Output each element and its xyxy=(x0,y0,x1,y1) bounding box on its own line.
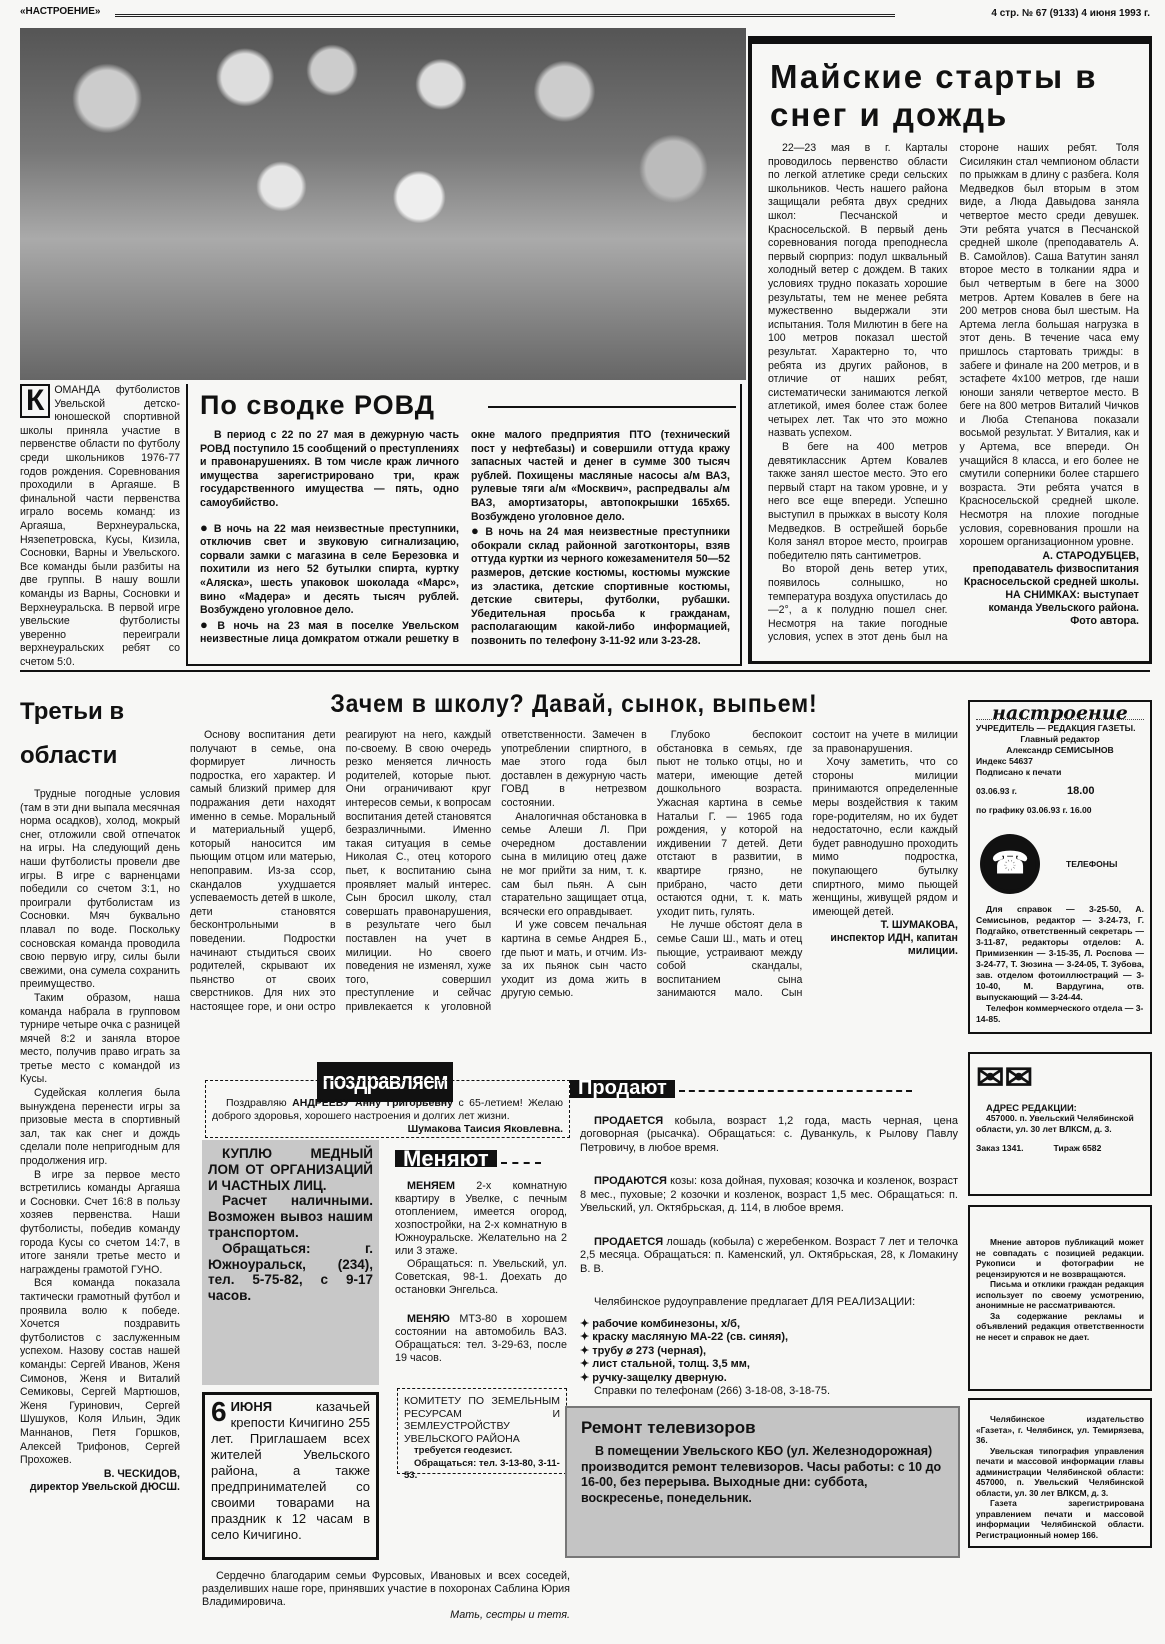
paragraph: Аналогичная обстановка в семье Алеши Л. При очередном доставлении сына в милицию отец даже не мог прийти за ним, т. к. сам был пьян. А сын старательно защищает отца, всячески его оправдывает. xyxy=(501,810,647,918)
imprint-paragraph: Газета зарегистрирована управлением печати и массовой информации Челябинской области. Регистрационный номер 166. xyxy=(976,1498,1144,1540)
event-month: ИЮНЯ xyxy=(230,1399,273,1414)
title-rule xyxy=(679,1090,912,1092)
disclaimer-paragraph: Письма и отклики граждан редакция использует по своему усмотрению, анонимные не рассматриваются. xyxy=(976,1279,1144,1310)
ore-item: ✦ краску масляную МА-22 (св. синяя), xyxy=(580,1331,958,1345)
article-why-school xyxy=(190,690,958,1020)
copper-buy-ad xyxy=(202,1140,379,1385)
ad-contact: Обращаться: п. Увельский, ул. Советская, 98-1. Доехать до остановки Энгельса. xyxy=(395,1258,567,1296)
article-police-report xyxy=(186,384,742,666)
founder: УЧРЕДИТЕЛЬ — РЕДАКЦИЯ ГАЗЕТЫ. xyxy=(976,723,1136,733)
gratitude-text: Сердечно благодарим семьи Фурсовых, Ивановых и всех соседей, разделивших наше горе, принявших участие в похоронах Саблина Юрия Владимировича. xyxy=(202,1570,570,1608)
author-name: В. ЧЕСКИДОВ, xyxy=(103,1467,180,1480)
ore-item: ✦ ручку-защелку дверную. xyxy=(580,1372,958,1386)
paragraph: Не лучше обстоят дела в семье Саши Ш., мать и отец пьющие, устраивают между собой скандалы, воспитанием сына занимаются мало. Сын состоит на учете в милиции за правонарушения. xyxy=(656,729,958,1000)
article-body xyxy=(190,729,958,1019)
ads-for-sale xyxy=(578,1077,958,1400)
ad-body: Расчет наличными. Возможен вывоз нашим транспортом. xyxy=(208,1193,373,1240)
greeting-from: Шумакова Таисия Яковлевна. xyxy=(407,1123,563,1135)
ore-item: ✦ рабочие комбинезоны, х/б, xyxy=(580,1318,958,1332)
ad-item: ПРОДАЕТСЯ лошадь (кобыла) с жеребенком. Возраст 7 лет и телочка 2,5 месяца. Обращаться: п. Каменский, ул. Октябрьская, 28, к Ломакину В. В. xyxy=(580,1235,958,1275)
title-rule xyxy=(488,406,736,408)
header-rule xyxy=(115,14,895,17)
ad-text: В помещении Увельского КБО (ул. Железнодорожная) производится ремонт телевизоров. Часы работы: с 10 до 16-00, без перерыва. Выходные дни: суббота, воскресенье, понедельник. xyxy=(581,1444,942,1505)
paragraph: Во второй день ветер утих, появилось солнышко, но температура воздуха опустилась до —2°, а к полудню пошел снег. Несмотря на такие погодные условия, успех в этот день был на стороне наших ребят. Толя Сисилякин стал чемпионом области по прыжкам в длину с разбега. Коля Медведков был вторым в этом виде, а Люда Давыдова заняла четвертое место среди девушек. Эти ребята учатся в Песчанской средней школе (преподаватель А. В. Самойлов). Саша Ватутин занял второе место в толкании ядра и был четвертым в беге на 3000 метров. Артем Ковалев в беге на 200 метров снова был шестым. На Артема легла большая нагрузка в этот день. В течение часа ему пришлось стартовать трижды: в забеге и финале на 200 метров, и в эстафете 4х100 метров, где наши юноши заняли четвертое место. В беге на 800 метров Виталий Чичков и Люба Степанова показали восьмой результат. У Виталия, как и у Артема, все впереди. Он учащийся 8 класса, и его более не смутили соперники более старшего возраста. Эти ребята учатся в Красносельской средней школе. Несмотря на плохие погодные условия, соревнования прошли на хорошем организационном уровне. xyxy=(768,142,1139,644)
author-name: А. СТАРОДУБЦЕВ, xyxy=(1042,549,1139,562)
article-title: Третьи в области xyxy=(20,698,125,769)
phones-title: ТЕЛЕФОНЫ xyxy=(1066,858,1118,869)
schedule: по графику 03.06.93 г. 16.00 xyxy=(976,805,1092,815)
author-role: директор Увельской ДЮСШ. xyxy=(29,1480,180,1493)
paragraph: В игре за первое место встретились команды Аргаяша и Сосновки. Счет 16:8 в пользу хозяев первенства. Наши футболисты, победив команду города Кусы со счетом 14:7, в итоге заняли третье место и награждены грамотой ГУНО. xyxy=(20,1168,180,1276)
paragraph: Судейская коллегия была вынуждена перенести игры за призовые места в спортивный зал, так как снег и дождь сделали поле непригодным для продолжения игр. xyxy=(20,1087,180,1168)
disclaimer-paragraph-list xyxy=(976,1237,1144,1342)
signed-date: 03.06.93 г. xyxy=(976,786,1017,796)
report-item: ● В ночь на 23 мая в поселке Увельском неизвестные лица домкратом отжали решетку в окне малого предприятия ПТО (технический пост у нефтебазы) и совершили оттуда кражу запасных частей и денег в сумме 300 тысяч рублей. Похищены масляные насосы а/м ВАЗ, рулевые тяги а/м «Москвич», распредвалы а/м ВАЗ, амортизаторы, автопокрышки 165х65. Возбуждено уголовное дело. xyxy=(200,429,730,657)
article-football-team xyxy=(20,384,180,679)
section-divider xyxy=(20,670,1150,672)
paragraph-list xyxy=(20,788,180,1468)
ore-phones: Справки по телефонам (266) 3-18-08, 3-18-75. xyxy=(594,1385,831,1397)
section-title: Продают xyxy=(570,1080,675,1098)
ad-item: МЕНЯЕМ 2-х комнатную квартиру в Увелке, с печным отоплением, имеется огород, хозпостройки, на 2-х комнатную в Южноуральске. Желательно на 2 или 3 этаже. xyxy=(395,1180,567,1257)
imprint-paragraph-list xyxy=(976,1414,1144,1540)
report-item: ● В ночь на 22 мая неизвестные преступники, отключив свет и звуковую сигнализацию, сорвали замки с магазина в селе Березовка и похитили из него 52 бутылки спирта, куртку «Аляска», шесть упаковок шоколада «Марс», вино «Мадера» и десять тысяч рублей. Возбуждено уголовное дело. xyxy=(200,521,459,618)
envelope-icon: ✉✉ xyxy=(976,1059,1033,1097)
disclaimer-box xyxy=(968,1205,1152,1391)
ore-item: ✦ трубу ⌀ 273 (черная), xyxy=(580,1345,958,1359)
editor-name: Александр СЕМИСЫНОВ xyxy=(1006,745,1114,755)
telephone-icon: ☎ xyxy=(984,838,1036,890)
paragraph: Глубоко беспокоит обстановка в семьях, где пьют не только отцы, но и матери, имеющие детей дошкольного возраста. Ужасная картина в семье Натальи Г. — 1965 года рождения, у которой на иждивении 7 детей. Дети отстают в развитии, в квартире грязно, не прибрано, часто дети остаются одни, т. к. мать уходит пить, гулять. xyxy=(656,729,803,918)
geodesist-vacancy-ad xyxy=(397,1388,567,1481)
report-item: ● В ночь на 24 мая неизвестные преступники обокрали склад районной заготконторы, взяв оттуда куртки из черного кожезаменителя 50—52 размеров, детские костюмы, костюмы мужские из эластика, детские спортивные костюмы, детские свитеры, футболки, рубашки. Убедительная просьба к гражданам, располагающим какой-либо информацией, позвонить по телефону 3-11-92 или 3-23-28. xyxy=(471,524,730,648)
author-role: инспектор ИДН, капитан милиции. xyxy=(830,932,958,958)
gratitude-notice xyxy=(202,1570,570,1620)
event-text: казачьей крепости Кичигино 255 лет. Приглашаем всех жителей Увельского района, а также предпринимателей со своими товарами на праздник к 12 часам в село Кичигино. xyxy=(211,1399,370,1542)
paragraph: Основу воспитания дети получают в семье, она формирует личность подростка, его характер. И самый близкий пример для подражания дети находят именно в семье. Моральный и материальный ущерб, который наносится им пьющим отцом или матерью, непоправим. Из-за ссор, скандалов ухудшается успеваемость детей в школе, дети становятся бесконтрольными в поведении. Подростки начинают стыдиться своих родителей, скрывают их пьянство от своих сверстников. Для них это настоящее горе, и они остро реагируют на него, каждый по-своему. В свою очередь резко меняется личность родителей, которые пьют. Они ограничивают круг интересов семьи, к вопросам воспитания детей становятся безразличными. Именно такая ситуация в семье Николая С., отец которого пьет, к воспитанию сына проявляет малый интерес. Сын бросил школу, стал совершать правонарушения, в результате чего был поставлен на учет в милиции. Но своего поведения не изменял, хуже того, совершил преступление и сейчас привлекается к уголовной ответственности. Замечен в употреблении спиртного, в мае этого года был доставлен в дежурную часть ГОВД в нетрезвом состоянии. xyxy=(190,729,647,1013)
article-may-starts xyxy=(748,36,1152,664)
intro-paragraph: В период с 22 по 27 мая в дежурную часть РОВД поступило 15 сообщений о преступлениях и правонарушениях. В том числе краж личного имущества зарегистрировано три, краж государственного имущества — пять, одно самоубийство. xyxy=(200,429,459,509)
ad-title: Ремонт телевизоров xyxy=(581,1418,756,1437)
author-role: преподаватель физвоспитания Красносельской средней школы. xyxy=(963,562,1139,588)
paragraph: Хочу заметить, что со стороны милиции принимаются определенные меры воздействия к таким горе-родителям, но их будет недостаточно, если каждый будет равнодушно проходить мимо подростка, покупающего бутылку спиртного, мимо пьющей женщины, живущей рядом и имеющей детей. xyxy=(812,756,958,918)
article-title: Зачем в школу? Давай, сынок, выпьем! xyxy=(330,690,818,718)
greeting-pre: Поздравляю xyxy=(226,1097,293,1109)
article-title: По сводке РОВД xyxy=(200,390,441,421)
congratulations-logo: поздравляем xyxy=(317,1062,453,1102)
phones-list: Для справок — 3-25-50, А. Семисынов, редактор — 3-24-73, Г. Подгайко, ответственный секретарь — 3-11-87, редакторы отделов: А. Примизенкин — 3-15-35, Л. Роспова — 3-24-77, Т. Зюзина — 3-24-05, Т. Зубова, зав. отделом фотоиллюстраций — 3-10-40, М. Вардугина, отв. выпускающий — 3-24-44. xyxy=(976,904,1144,1002)
ads-exchange xyxy=(395,1146,567,1380)
editor-label: Главный редактор xyxy=(1020,734,1100,744)
address: 457000. п. Увельский Челябинской области, ул. 30 лет ВЛКСМ, д. 3. xyxy=(976,1113,1134,1134)
imprint-paragraph: Челябинское издательство «Газета», г. Челябинск, ул. Темирязева, 36. xyxy=(976,1414,1144,1445)
commercial-phone: Телефон коммерческого отдела — 3-14-85. xyxy=(976,1003,1144,1024)
paragraph: В беге на 400 метров девятиклассник Артем Ковалев также занял шестое место. Это его первый старт на таком уровне, и у него все еще впереди. Успешно выступил в прыжках в высоту Коля Медведков. В острейшей борьбе Коля занял второе место, проиграв победителю пять сантиметров. xyxy=(768,441,948,562)
ad-contact: Обращаться: г. Южноуральск, (234), тел. 5-75-82, с 9-17 часов. xyxy=(208,1240,373,1304)
paragraph: 22—23 мая в г. Карталы проводилось первенство области по легкой атлетике среди сельских школьников. Честь нашего района защищали ребята двух средних школ: Песчанской и Красносельской. В первый день соревнования погода преподнесла первый сюрприз: подул шквальный холодный ветер с дождем. В таких условиях трудно показать хорошие результаты, тем не менее ребята мужественно выдержали эти испытания. Толя Милютин в беге на 100 метров показал шестой результат. Характерно то, что ребята из других районов, в отличие от наших ребят, систематически занимаются легкой атлетикой, имея более стаж более четырех лет. Так что это можно назвать успехом. xyxy=(768,142,948,440)
paragraph: Вся команда показала тактически грамотный футбол и проявила волю к победе. Хочется поздравить футболистов с заслуженным успехом. Назову состав нашей команды: Сергей Иванов, Женя Симонов, Женя и Виталий Семиковы, Сергей Мартюшов, Женя Гуринович, Сергей Шушуков, Коля Ильин, Эдик Маннанов, Петя Горшков, Алексей Трифонов, Сергей Прохожев. xyxy=(20,1277,180,1467)
ore-items xyxy=(580,1318,958,1386)
index: Индекс 54637 xyxy=(976,756,1033,766)
ad-item: ПРОДАЕТСЯ кобыла, возраст 1,2 года, масть черная, цена договорная (рысачка). Обращаться: с. Дуванкуль, к Рылову Павлу Петровичу, в любое время. xyxy=(580,1114,958,1154)
ad-head: КОМИТЕТУ ПО ЗЕМЕЛЬНЫМ РЕСУРСАМ И ЗЕМЛЕУСТРОЙСТВУ УВЕЛЬСКОГО РАЙОНА xyxy=(404,1395,560,1445)
paragraph: И уже совсем печальная картина в семье Андрея Б., где пьют и мать, и отчим. Из-за их пьянок сын часто уходит из дома жить в другую семью. xyxy=(501,919,647,1000)
address-title: АДРЕС РЕДАКЦИИ: xyxy=(986,1102,1077,1113)
event-day: 6 xyxy=(211,1396,227,1427)
ad-item: ПРОДАЮТСЯ козы: коза дойная, пуховая; козочка и козленок, возраст 8 мес., пуховые; 2 козочки и козленок, возраст 1,5 мес. Обращаться: п. Увельский, ул. Октябрьская, д. 114, в любое время. xyxy=(580,1175,958,1214)
article-third-in-region xyxy=(20,690,180,1570)
publisher-box xyxy=(968,1398,1152,1548)
order-number: Заказ 1341. xyxy=(976,1143,1024,1153)
masthead: «НАСТРОЕНИЕ» xyxy=(20,6,101,17)
ad-item: МЕНЯЮ МТЗ-80 в хорошем состоянии на автомобиль ВАЗ. Обращаться: тел. 3-29-63, после 19 часов. xyxy=(395,1313,567,1364)
paragraph: Таким образом, наша команда набрала в групповом турнире четыре очка с разницей мячей 8:2 и заняла второе место, получив право играть за третье место с командой из Кусы. xyxy=(20,991,180,1086)
imprint-box xyxy=(968,700,1152,1034)
article-text: ОМАНДА футболистов Увельской детско-юношеской спортивной школы приняла участие в первенстве области по футболу среди школьников 1976-77 годов рождения. Соревнования проходили в Аргаяше. В финальной части первенства играло восемь команд: из Аргаяша, Верхнеуральска, Нязепетровска, Кусы, Кизила, Сосновки, Варны и Увельского. Все команды были разбиты на две группы. В нашу вошли команды из Варны, Сосновки и Верхнеуральска. В первой игре увельские футболисты уверенно переиграли верхнеуральских ребят со счетом 5:0. xyxy=(20,384,180,668)
photo-note: НА СНИМКАХ: выступает команда Увельского района. Фото автора. xyxy=(988,588,1139,627)
signed-label: Подписано к печати xyxy=(976,767,1062,777)
congratulations-ad xyxy=(205,1080,570,1138)
section-title: Меняют xyxy=(395,1150,497,1167)
kichigino-festival-ad xyxy=(202,1392,379,1560)
author-name: Т. ШУМАКОВА, xyxy=(880,919,958,932)
article-body xyxy=(768,142,1139,647)
article-body xyxy=(200,429,730,657)
tv-repair-ad xyxy=(565,1406,960,1558)
ad-need: требуется геодезист. xyxy=(414,1445,513,1456)
ore-item: ✦ лист стальной, толщ. 3,5 мм, xyxy=(580,1358,958,1372)
article-title: Майские старты в снег и дождь xyxy=(770,58,1098,133)
issue-info: 4 стр. № 67 (9133) 4 июня 1993 г. xyxy=(991,8,1150,19)
ad-head: КУПЛЮ МЕДНЫЙ ЛОМ ОТ ОРГАНИЗАЦИЙ И ЧАСТНЫХ ЛИЦ. xyxy=(208,1146,373,1193)
address-box xyxy=(968,1052,1152,1196)
paragraph-list xyxy=(190,729,958,1019)
ore-intro: Челябинское рудоуправление предлагает ДЛЯ РЕАЛИЗАЦИИ: xyxy=(594,1296,916,1308)
newspaper-logo: настроение xyxy=(976,708,1144,720)
disclaimer-paragraph: Мнение авторов публикаций может не совпадать с позицией редакции. Рукописи и фотографии не рецензируются и не возвращаются. xyxy=(976,1237,1144,1279)
title-rule xyxy=(501,1162,541,1164)
page-header xyxy=(20,6,1160,26)
signed-time: 18.00 xyxy=(1066,785,1095,797)
team-photo xyxy=(20,28,746,380)
drop-cap: К xyxy=(20,384,50,418)
circulation: Тираж 6582 xyxy=(1053,1143,1102,1153)
gratitude-from: Мать, сестры и тетя. xyxy=(450,1609,570,1621)
ad-contact: Обращаться: тел. 3-13-80, 3-11-53. xyxy=(404,1457,560,1481)
greeting-name: АНДРЕЕВУ Анну Григорьевну xyxy=(292,1097,453,1109)
disclaimer-paragraph: За содержание рекламы и объявлений редакция ответственности не несет и справок не дает. xyxy=(976,1310,1144,1342)
paragraph: Трудные погодные условия (там в эти дни выпала месячная норма осадков), холод, мокрый снег, отложили свой отпечаток на игры. На следующий день наши футболисты провели две игры. В игре с варненцами победили со счетом 3:1, но проиграли футболистам из Сосновки. Мяч буквально плавал по воде. Поскольку сосновская команда проводила свою первую игру, силы были свежими, она сумела сохранить преимущество. xyxy=(20,788,180,991)
greeting-text: с 65-летием! Желаю доброго здоровья, хорошего настроения и долгих лет жизни. xyxy=(212,1097,563,1122)
imprint-paragraph: Увельская типография управления печати и массовой информации главы администрации Челябинской области: 457000, п. Увельский Челябинской области, ул. 30 лет ВЛКСМ, д. 3. xyxy=(976,1445,1144,1498)
